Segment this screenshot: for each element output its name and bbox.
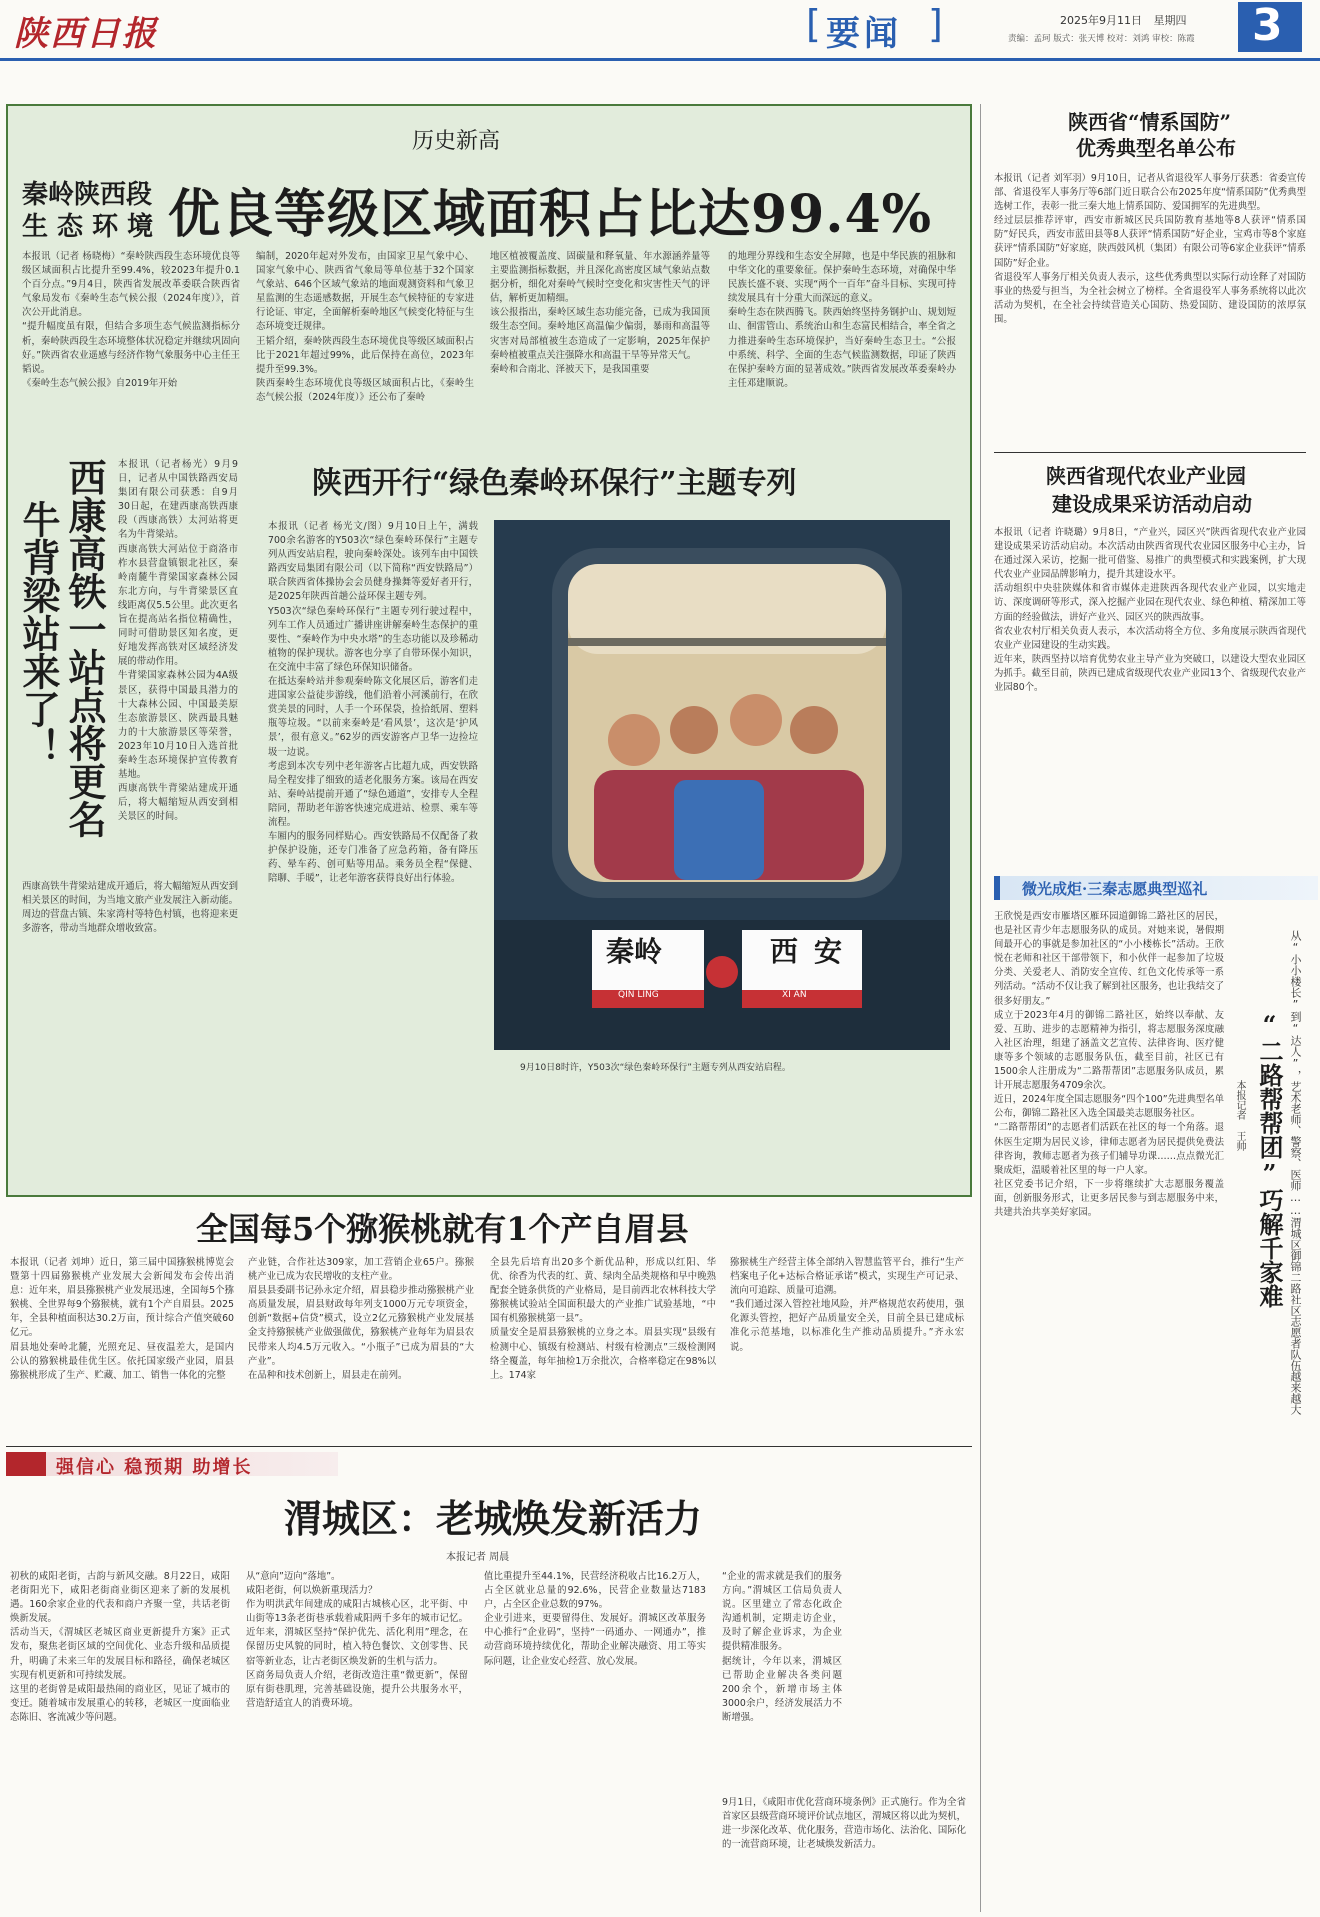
photo-sign-right: 西安	[770, 935, 859, 968]
photo-sign-left: 秦岭	[606, 935, 663, 968]
weekday: 星期四	[1153, 14, 1187, 27]
lead-column-3: 地区植被覆盖度、固碳量和释氧量、年水源涵养量等主要监测指标数据，并且深化高密度区域气象站点数据分析，细化对秦岭气候时空变化和灾害性天气的评估，解析更加精细。 该公报指出，秦岭区域生态功能完备，已成为我国顶级生态空间。秦岭地区高温偏少偏弱，暴雨和高温等灾害对局部植被生态造成了一定影响，2025年保护秦岭植被重点关注强降水和高温干旱等异常天气。 秦岭和合南北、泽被天下，是我国重要	[490, 251, 710, 375]
kiwi-column-3: 全县先后培育出20多个新优品种，形成以红阳、华优、徐香为代表的红、黄、绿肉全品类规格和早中晚熟配套全链条供货的产业格局，是目前西北农林科技大学猕猴桃试验站全国面积最大的产业推广试验基地，“中国有机猕猴桃第一县”。 质量安全是眉县猕猴桃的立身之本。眉县实现“县级有检测中心、镇级有检测站、村级有检测点”三级检测网络全覆盖，每年抽检1万余批次，合格率稳定在98%以上。174家	[490, 1257, 716, 1381]
kiwi-column-4: 猕猴桃生产经营主体全部纳入智慧监管平台，推行“生产档案电子化+达标合格证承诺”模式，实现生产可记录、流向可追踪、质量可追溯。 “我们通过深入管控社地风险，并严格规范农药使用，强化源头管控，把好产品质量安全关，目前全县已建成标准化示范基地，以标准化生产推动品质提升。”齐永宏说。	[730, 1257, 964, 1353]
train-photo-art	[494, 520, 950, 1050]
paper-name-logo: 陕西日报	[14, 14, 158, 54]
sidebar-story2-body: 本报讯（记者 许晓璐）9月8日，“产业兴，园区兴”陕西省现代农业产业园建设成果采访活动启动。本次活动由陕西省现代农业园区服务中心主办，旨在通过深入采访，挖掘一批可借鉴、易推广的典型模式和实践案例，扩大现代农业产业园品牌影响力，提升其建设水平。 活动组织中央驻陕媒体和省市媒体走进陕西各现代农业产业园，以实地走访、深度调研等形式，深入挖掘产业园在现代农业、绿色种植、精深加工等方面的经验做法，讲好产业兴、园区兴的陕西故事。 省农业农村厅相关负责人表示，本次活动将全方位、多角度展示陕西省现代农业产业园建设的生动实践。 近年来，陕西坚持以培育优势农业主导产业为突破口，以建设大型农业园区为抓手。截至目前，陕西已建成省级现代农业产业园13个、省级现代农业产业园80个。	[994, 527, 1306, 694]
weicheng-column-5: 9月1日，《咸阳市优化营商环境条例》正式施行。作为全省首家区县级营商环境评价试点地区，渭城区将以此为契机，进一步深化改革、优化服务，营造市场化、法治化、国际化的一流营商环境，让老城焕发新活力。	[722, 1797, 966, 1851]
weicheng-banner: 强信心 稳预期 助增长	[56, 1457, 253, 1478]
volunteer-vertical-headline: “二路帮帮团”巧解千家难	[1255, 1010, 1284, 1308]
page-number: 3	[1252, 0, 1283, 51]
kiwi-bottom-rule	[6, 1446, 972, 1447]
masthead	[0, 0, 1320, 58]
weicheng-headline: 渭城区：老城焕发新活力	[284, 1496, 703, 1541]
lead-headline: 优良等级区域面积占比达99.4%	[168, 184, 933, 245]
sidebar-rule-1	[994, 452, 1306, 453]
lead-column-1: 本报讯（记者 杨晓梅）“秦岭陕西段生态环境优良等级区域面积占比提升至99.4%，较2023年提升0.1个百分点。”9月4日，陕西省发展改革委联合陕西省气象局发布《秦岭生态气候公报（2024年度）》，首次公开此消息。 “提升幅度虽有限，但结合多项生态气候监测指标分析，秦岭陕西段生态环境整体状况稳定并继续巩固向好。”陕西省农业遥感与经济作物气象服务中心主任王韬说。 《秦岭生态气候公报》自2019年开始	[22, 251, 240, 389]
volunteer-vertical-kicker: 从“小小楼长”到“达人”，艺术老师、警察、医师……渭城区御锦二路社区志愿者队伍越来越大	[1289, 930, 1302, 1415]
lead-column-4: 的地理分界线和生态安全屏障，也是中华民族的祖脉和中华文化的重要象征。保护秦岭生态环境，对确保中华民族长盛不衰、实现“两个一百年”奋斗目标、实现可持续发展具有十分重大而深远的意义。 秦岭生态在陕西腾飞。陕西始终坚持务钢护山、规划短山、徊雷管山、系统治山和生态富民相结合，率全省之力推进秦岭生态环境保护，当好秦岭生态卫士。“公报中系统、科学、全面的生态气候监测数据，印证了陕西在保护秦岭方面的显著成效。”陕西省发展改革委秦岭办主任邓建顺说。	[728, 251, 956, 389]
date: 2025年9月11日	[1060, 14, 1142, 27]
issue-date	[1060, 12, 1187, 28]
xikang-vertical-headline-1: 西康高铁一站点将更名	[62, 458, 107, 838]
train-photo	[494, 520, 950, 1050]
section-bracket-left: [	[806, 2, 821, 46]
photo-sign-right-pinyin: XI AN	[782, 990, 807, 1000]
sidebar-story1-headline-2: 优秀典型名单公布	[1076, 136, 1236, 160]
section-title: 要闻	[826, 14, 902, 54]
sidebar-story2-headline-1: 陕西省现代农业产业园	[1046, 464, 1246, 488]
weicheng-column-4: “企业的需求就是我们的服务方向。”渭城区工信局负责人说。区里建立了常态化政企沟通机制，定期走访企业，及时了解企业诉求，为企业提供精准服务。 据统计，今年以来，渭城区已帮助企业解决各类问题200余个，新增市场主体3000余户，经济发展活力不断增强。	[722, 1571, 842, 1723]
xikang-vertical-headline-2: 牛背梁站来了！	[16, 500, 61, 766]
kiwi-column-2: 产业链，合作社达309家，加工营销企业65户。猕猴桃产业已成为农民增收的支柱产业。 眉县县委副书记孙永定介绍，眉县稳步推动猕猴桃产业高质量发展，眉县财政每年列支1000万元专项资金，创新“数据+信贷”模式，设立2亿元猕猴桃产业发展基金支持猕猴桃产业做强做优，猕猴桃产业每年为眉县农民带来人均4.5万元收入。“小瓶子”已成为眉县的“大产业”。 在品种和技术创新上，眉县走在前列。	[248, 1257, 474, 1381]
xikang-body: 本报讯（记者杨光）9月9日，记者从中国铁路西安局集团有限公司获悉：自9月30日起，在建西康高铁西康段（西康高铁）太河站将更名为牛背梁站。 西康高铁大河站位于商洛市柞水县营盘镇银北社区，秦岭南麓牛背梁国家森林公园东北方向，与牛背梁景区直线距离仅5.5公里。此次更名旨在提高站名指位精确性，同时可借助景区知名度，更好地发挥高铁对区域经济发展的带动作用。 牛背梁国家森林公园为4A级景区，获得中国最具潜力的十大森林公园、中国最美原生态旅游景区、陕西最具魅力的十大旅游景区等荣誉，2023年10月10日入选首批秦岭生态环境保护宣传教育基地。 西康高铁牛背梁站建成开通后，将大幅缩短从西安到相关景区的时间。	[118, 459, 238, 823]
weicheng-column-1: 初秋的咸阳老街，古韵与新风交融。8月22日，咸阳老街阳光下，咸阳老街商业街区迎来了新的发展机遇。160余家企业的代表和商户齐聚一堂，共话老街焕新发展。 活动当天，《渭城区老城区商业更新提升方案》正式发布，聚焦老街区域的空间优化、业态升级和品质提升，明确了未来三年的发展目标和路径，确保老城区实现有机更新和可持续发展。 这里的老街曾是咸阳最热闹的商业区，见证了城市的变迁。随着城市发展重心的转移，老城区一度面临业态陈旧、客流减少等问题。	[10, 1571, 230, 1723]
weicheng-byline: 本报记者 周晨	[446, 1552, 510, 1563]
series-banner: 微光成炬·三秦志愿典型巡礼	[1022, 880, 1208, 898]
lead-kicker: 历史新高	[412, 129, 501, 154]
photo-sign-left-pinyin: QIN LING	[618, 990, 659, 1000]
lead-side-title-2: 生 态 环 境	[22, 212, 154, 242]
sidebar-story1-headline-1: 陕西省“情系国防”	[1068, 110, 1232, 134]
lead-side-title-1: 秦岭陕西段	[22, 180, 153, 210]
weicheng-column-2: 从“意向”迈向“落地”。 咸阳老街，何以焕新重现活力？ 作为明洪武年间建成的咸阳古城核心区，北平街、中山街等13条老街巷承载着咸阳两千多年的城市记忆。近年来，渭城区坚持“保护优先、活化利用”理念，在保留历史风貌的同时，植入特色餐饮、文创零售、民宿等新业态，让古老街区焕发新的生机与活力。 区商务局负责人介绍，老街改造注重“微更新”，保留原有街巷肌理，完善基础设施，提升公共服务水平，营造舒适宜人的消费环境。	[246, 1571, 468, 1709]
kiwi-column-1: 本报讯（记者 刘坤）近日，第三届中国猕猴桃博览会暨第十四届猕猴桃产业发展大会新闻发布会传出消息：近年来，眉县猕猴桃产业发展迅速，全国每5个猕猴桃、全世界每9个猕猴桃，就有1个产自眉县。2025年，全县种植面积达30.2万亩，预计综合产值突破60亿元。 眉县地处秦岭北麓，光照充足、昼夜温差大，是国内公认的猕猴桃最佳优生区。依托国家级产业园，眉县猕猴桃形成了生产、贮藏、加工、销售一体化的完整	[10, 1257, 234, 1381]
weicheng-column-3: 值比重提升至44.1%，民营经济税收占比16.2万人，占全区就业总量的92.6%，民营企业数量达7183户，占全区企业总数的97%。 企业引进来，更要留得住、发展好。渭城区改革服务中心推行“企业码”，坚持“一码通办、一网通办”，推动营商环境持续优化，帮助企业解决融资、用工等实际问题，让企业安心经营、放心发展。	[484, 1571, 706, 1667]
train-headline: 陕西开行“绿色秦岭环保行”主题专列	[312, 466, 797, 501]
credits-line: 责编：孟珂 版式：张天博 校对：刘鸿 审校：陈霞	[1008, 34, 1195, 44]
masthead-rule	[0, 58, 1320, 61]
lead-column-2: 编制，2020年起对外发布，由国家卫星气象中心、国家气象中心、陕西省气象局等单位基于32个国家气象站、646个区域气象站的地面观测资料和气象卫星监测的生态遥感数据，开展生态气候特征的专家进行论证、审定，全面解析秦岭地区气候变化特征与生态环境变迁规律。 王韬介绍，秦岭陕西段生态环境优良等级区域面积占比于2021年超过99%，此后保持在高位，2023年提升至99.3%。 陕西秦岭生态环境优良等级区域面积占比，《秦岭生态气候公报（2024年度）》还公布了秦岭	[256, 251, 474, 403]
volunteer-vertical-byline: 本报记者 王帅	[1234, 1080, 1245, 1151]
sidebar-story2-headline-2: 建设成果采访活动启动	[1052, 492, 1252, 516]
photo-caption: 9月10日8时许，Y503次“绿色秦岭环保行”主题专列从西安站启程。	[520, 1063, 791, 1073]
train-body: 本报讯（记者 杨光文/图）9月10日上午，满载700余名游客的Y503次“绿色秦岭环保行”主题专列从西安站启程，驶向秦岭深处。该列车由中国铁路西安局集团有限公司（以下简称“西安铁路局”）联合陕西省体操协会会员健身操舞等爱好者开行，是2025年陕西首趟公益环保主题专列。 Y503次“绿色秦岭环保行”主题专列行驶过程中，列车工作人员通过广播讲座讲解秦岭生态保护的重要性、“秦岭作为中央水塔”的生态功能以及珍稀动植物的保护现状。游客也分享了自带环保小知识，在交流中丰富了绿色环保知识储备。 在抵达秦岭站并参观秦岭陈文化展区后，游客们走进国家公益徒步游线，他们沿着小河溪前行，在欣赏美景的同时，人手一个环保袋，捡拾纸屑、塑料瓶等垃圾。“以前来秦岭是‘看风景’，这次是‘护风景’，很有意义。”62岁的西安游客卢卫华一边捡垃圾一边说。 考虑到本次专列中老年游客占比超九成，西安铁路局全程安排了细致的适老化服务方案。该局在西安站、秦岭站提前开通了“绿色通道”，安排专人全程陪同，帮助老年游客快速完成进站、检票、乘车等流程。 车厢内的服务同样贴心。西安铁路局不仅配备了救护保护设施，还专门准备了应急药箱，备有降压药、晕车药、创可贴等用品。乘务员全程“保健、陪聊、手暖”，让老年游客获得良好出行体验。	[268, 521, 478, 885]
kiwi-headline: 全国每5个猕猴桃就有1个产自眉县	[196, 1210, 689, 1248]
xikang-body-continued: 西康高铁牛背梁站建成开通后，将大幅缩短从西安到相关景区的时间，为当地文旅产业发展注入新动能。周边的营盘古镇、朱家湾村等特色村镇，也将迎来更多游客，带动当地群众增收致富。	[22, 881, 238, 935]
column-divider	[980, 104, 981, 1912]
sidebar-story1-body: 本报讯（记者 刘军羽）9月10日，记者从省退役军人事务厅获悉：省委宣传部、省退役军人事务厅等6部门近日联合公布2025年度“情系国防”优秀典型选树工作，表彰一批三秦大地上情系国防、爱国拥军的先进典型。 经过层层推荐评审，西安市新城区民兵国防教育基地等8人获评“情系国防”好民兵，西安市蓝田县等8人获评“情系国防”好企业，宝鸡市等8个家庭获评“情系国防”好家庭，陕西鼓风机（集团）有限公司等6家企业获评“情系国防”好企业。 省退役军人事务厅相关负责人表示，这些优秀典型以实际行动诠释了对国防事业的热爱与担当，为全社会树立了榜样。全省退役军人事务系统将以此次活动为契机，在全社会持续营造关心国防、热爱国防、建设国防的浓厚氛围。	[994, 173, 1306, 325]
section-bracket-right: ]	[928, 2, 943, 46]
volunteer-body: 王欣悦是西安市雁塔区雁环园道御锦二路社区的居民，也是社区青少年志愿服务队的成员。对她来说，暑假期间最开心的事就是参加社区的“小小楼栋长”活动。王欣悦在老师和社区干部带领下，和小伙伴一起参加了垃圾分类、关爱老人、消防安全宣传、红色文化传承等一系列活动。“活动不仅让我了解到社区服务，也让我结交了很多好朋友。” 成立于2023年4月的御锦二路社区，始终以奉献、友爱、互助、进步的志愿精神为指引，将志愿服务深度融入社区治理，组建了涵盖文艺宣传、法律咨询、医疗健康等多个领域的志愿服务队伍，截至目前，社区已有1500余人注册成为“二路帮帮团”志愿服务队成员，累计开展志愿服务4709余次。 近日，2024年度全国志愿服务“四个100”先进典型名单公布，御锦二路社区入选全国最美志愿服务社区。 “二路帮帮团”的志愿者们活跃在社区的每一个角落。退休医生定期为居民义诊，律师志愿者为居民提供免费法律咨询，教师志愿者为孩子们辅导功课……点点微光汇聚成炬，温暖着社区里的每一户人家。 社区党委书记介绍，下一步将继续扩大志愿服务覆盖面，创新服务形式，让更多居民参与到志愿服务中来，共建共治共享美好家园。	[994, 911, 1224, 1218]
